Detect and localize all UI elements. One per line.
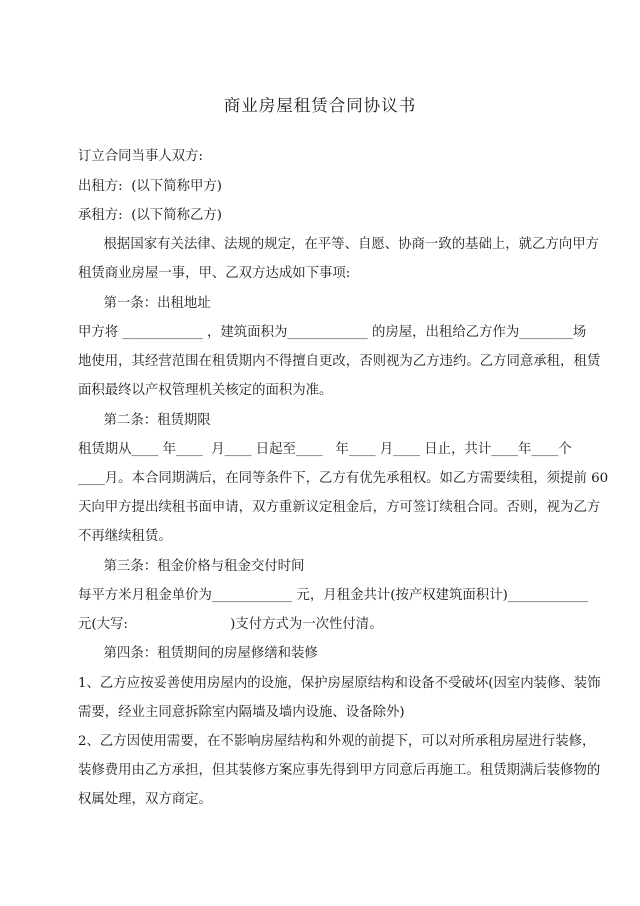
article-4-line: 2、乙方因使用需要，在不影响房屋结构和外观的前提下，可以对所承租房屋进行装修， <box>78 734 596 749</box>
article-4-line: 1、乙方应按妥善使用房屋内的设施，保护房屋原结构和设备不受破坏(因室内装修、装饰 <box>78 676 601 691</box>
article-3-line: 每平方米月租金单价为____________ 元，月租金共计(按产权建筑面积计)____________ <box>78 588 589 603</box>
article-4-line: 需要，经业主同意拆除室内隔墙及墙内设施、设备除外) <box>78 705 405 720</box>
article-2-line: 不再继续租赁。 <box>78 529 172 544</box>
article-2-line: 租赁期从____ 年____ 月____ 日起至____ 年____ 月____ 日止，共计____年____个 <box>78 442 572 457</box>
lessee-line: 承租方: (以下简称乙方) <box>78 208 222 223</box>
preamble-line: 根据国家有关法律、法规的规定，在平等、自愿、协商一致的基础上，就乙方向甲方 <box>78 237 599 252</box>
article-4-line: 权属处理，双方商定。 <box>78 792 212 807</box>
article-1-line: 地使用，其经营范围在租赁期内不得擅自更改，否则视为乙方违约。乙方同意承租，租赁 <box>78 354 601 369</box>
article-2-line: ____月。本合同期满后，在同等条件下，乙方有优先承租权。如乙方需要续租，须提前 60 <box>78 471 609 486</box>
preamble-line: 租赁商业房屋一事，甲、乙双方达成如下事项: <box>78 266 351 281</box>
article-4-line: 装修费用由乙方承担，但其装修方案应事先得到甲方同意后再施工。租赁期满后装修物的 <box>78 763 601 778</box>
document-title: 商业房屋租赁合同协议书 <box>223 96 417 115</box>
lessor-line: 出租方: (以下简称甲方) <box>78 179 222 194</box>
article-1-heading: 第一条：出租地址 <box>78 296 211 311</box>
article-3-heading: 第三条：租金价格与租金交付时间 <box>78 559 305 574</box>
parties-heading: 订立合同当事人双方: <box>78 149 204 164</box>
article-1-line: 面积最终以产权管理机关核定的面积为准。 <box>78 383 333 398</box>
article-2-heading: 第二条：租赁期限 <box>78 413 211 428</box>
article-2-line: 天向甲方提出续租书面申请，双方重新议定租金后，方可签订续租合同。否则，视为乙方 <box>78 500 601 515</box>
article-3-line: 元(大写: )支付方式为一次性付清。 <box>78 617 383 632</box>
article-4-heading: 第四条：租赁期间的房屋修缮和装修 <box>78 646 318 661</box>
article-1-line: 甲方将 ____________ ，建筑面积为____________ 的房屋，出租给乙方作为________场 <box>78 325 587 340</box>
